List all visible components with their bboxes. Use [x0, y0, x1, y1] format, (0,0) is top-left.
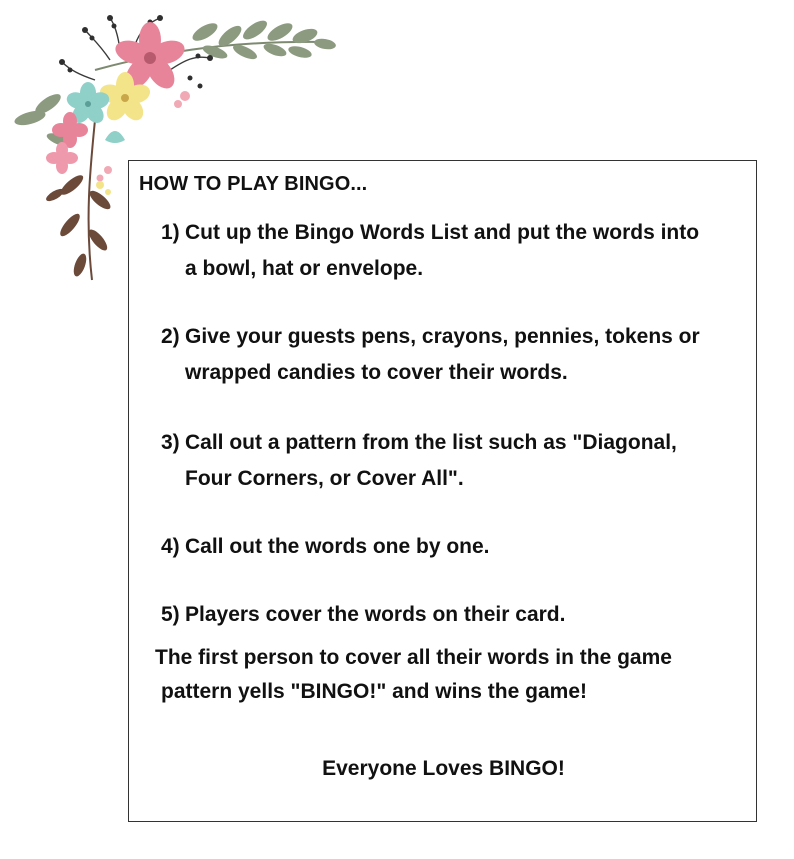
step-number: 3) [161, 431, 180, 454]
step-text: Cut up the Bingo Words List and put the words into [185, 221, 700, 244]
step-number: 5) [161, 603, 180, 626]
list-item [161, 597, 565, 633]
closing-line: pattern yells "BINGO!" and wins the game! [161, 680, 587, 703]
list-item [161, 529, 490, 565]
step-text: Four Corners, or Cover All". [185, 467, 464, 490]
instructions-card [128, 160, 757, 822]
closing-paragraph [155, 641, 745, 709]
list-item [161, 319, 700, 391]
step-text: Call out a pattern from the list such as "Diagonal, [185, 431, 677, 454]
step-text: a bowl, hat or envelope. [185, 257, 424, 280]
step-text: Give your guests pens, crayons, pennies, tokens or [185, 325, 700, 348]
step-text: Players cover the words on their card. [185, 603, 566, 626]
list-item [161, 425, 677, 497]
step-number: 1) [161, 221, 180, 244]
step-text: Call out the words one by one. [185, 535, 490, 558]
step-number: 4) [161, 535, 180, 558]
slogan: Everyone Loves BINGO! [322, 757, 565, 780]
page-title: HOW TO PLAY BINGO... [139, 173, 368, 195]
step-number: 2) [161, 325, 180, 348]
closing-line: The first person to cover all their words in the game [155, 646, 672, 669]
step-text: wrapped candies to cover their words. [185, 361, 568, 384]
list-item [161, 215, 699, 287]
